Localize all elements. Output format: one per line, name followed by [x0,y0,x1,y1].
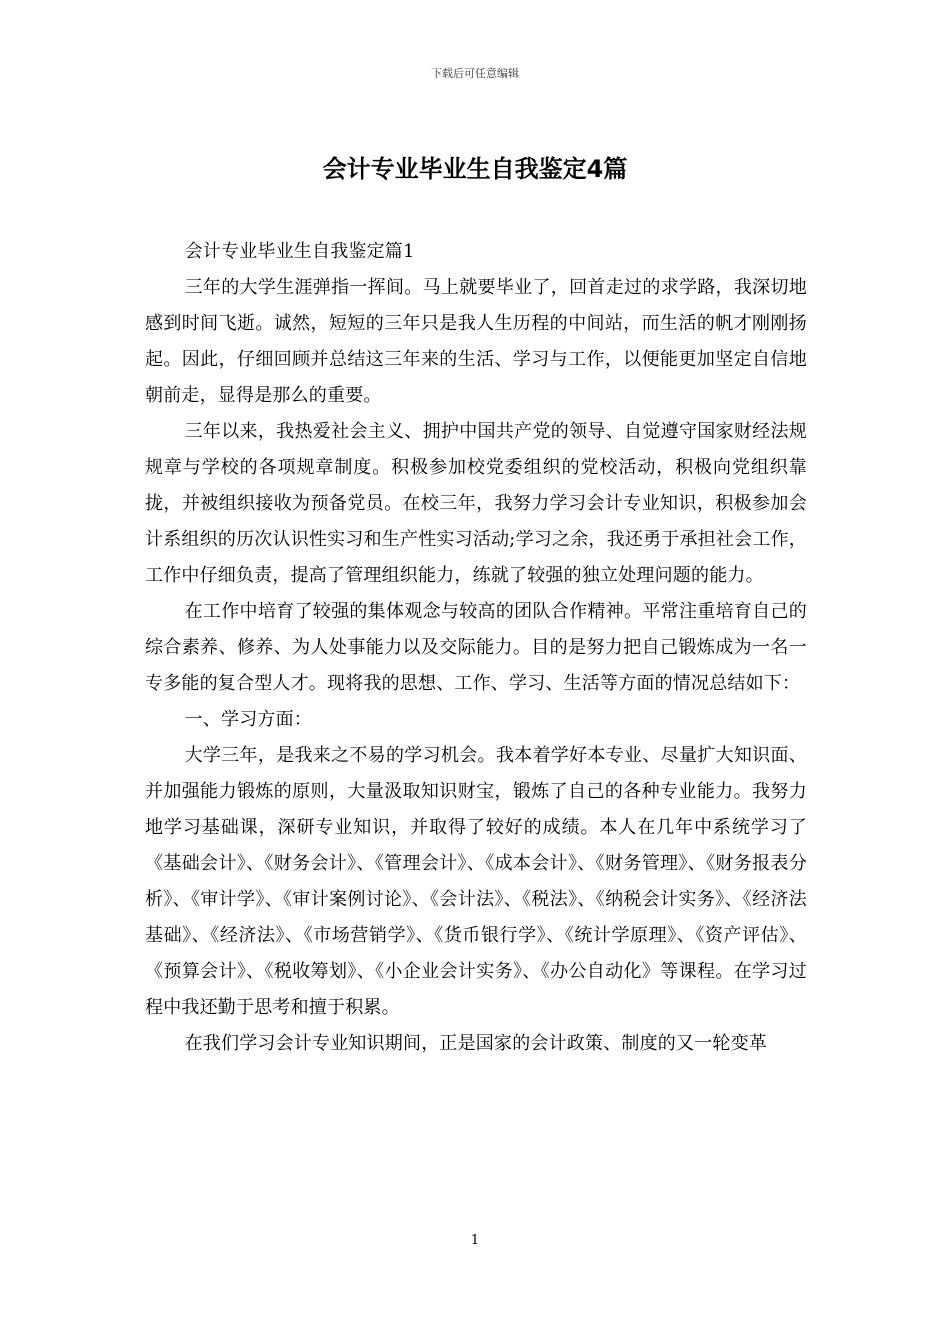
document-body [145,234,807,1062]
section-heading: 会计专业毕业生自我鉴定篇1 [184,241,415,262]
header-note: 下载后可任意编辑 [431,67,519,80]
paragraph: 大学三年，是我来之不易的学习机会。我本着学好本专业、尽量扩大知识面、并加强能力锻炼的原则，大量汲取知识财宝，锻炼了自己的各种专业能力。我努力地学习基础课，深研专业知识，并取得了较好的成绩。本人在几年中系统学习了《基础会计》、《财务会计》、《管理会计》、《成本会计》、《财务管理》、《财务报表分析》、《审计学》、《审计案例讨论》、《会计法》、《税法》、《纳税会计实务》、《经济法基础》、《经济法》、《市场营销学》、《货币银行学》、《统计学原理》、《资产评估》、《预算会计》、《税收筹划》、《小企业会计实务》、《办公自动化》等课程。在学习过程中我还勤于思考和擅于积累。 [145,745,807,1018]
document-title: 会计专业毕业生自我鉴定4篇 [322,155,628,183]
paragraph: 三年以来，我热爱社会主义、拥护中国共产党的领导、自觉遵守国家财经法规规章与学校的各项规章制度。积极参加校党委组织的党校活动，积极向党组织靠拢，并被组织接收为预备党员。在校三年，我努力学习会计专业知识，积极参加会计系组织的历次认识性实习和生产性实习活动;学习之余，我还勇于承担社会工作，工作中仔细负责，提高了管理组织能力，练就了较强的独立处理问题的能力。 [145,421,807,586]
paragraph: 在我们学习会计专业知识期间，正是国家的会计政策、制度的又一轮变革 [184,1033,767,1054]
subsection-heading: 一、学习方面： [184,709,312,730]
paragraph: 三年的大学生涯弹指一挥间。马上就要毕业了，回首走过的求学路，我深切地感到时间飞逝。诚然，短短的三年只是我人生历程的中间站，而生活的帆才刚刚扬起。因此，仔细回顾并总结这三年来的生活、学习与工作，以便能更加坚定自信地朝前走，显得是那么的重要。 [145,277,807,406]
page-number: 1 [470,1233,480,1248]
paragraph: 在工作中培育了较强的集体观念与较高的团队合作精神。平常注重培育自己的综合素养、修养、为人处事能力以及交际能力。目的是努力把自己锻炼成为一名一专多能的复合型人才。现将我的思想、工作、学习、生活等方面的情况总结如下： [145,601,807,694]
